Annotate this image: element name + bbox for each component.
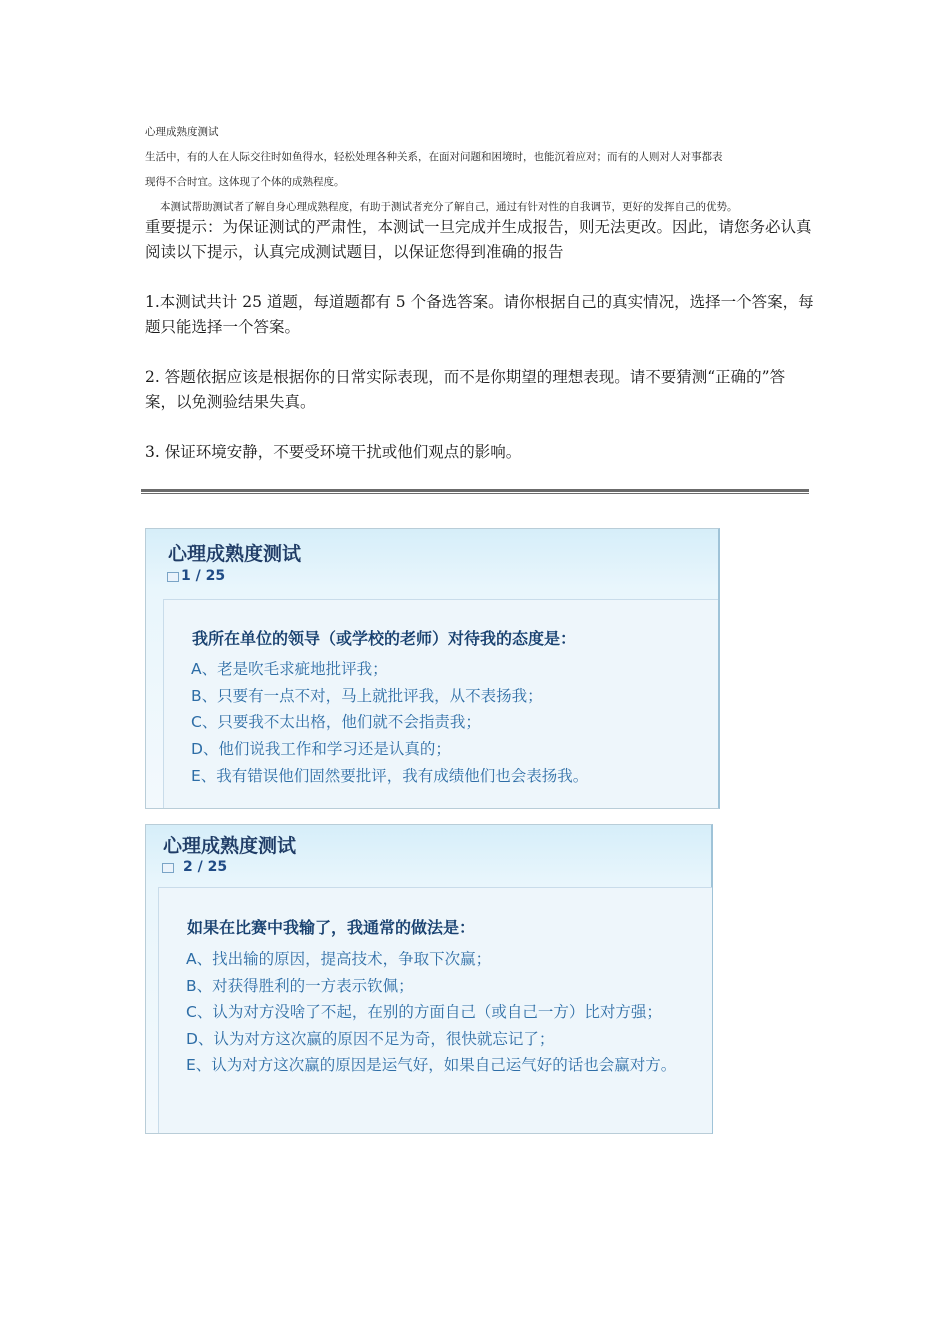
question-card-2 [145,824,713,1134]
option-b[interactable]: B、只要有一点不对，马上就批评我，从不表扬我； [191,687,543,705]
option-e[interactable]: E、认为对方这次赢的原因是运气好，如果自己运气好的话也会赢对方。 [186,1056,677,1074]
tip-1: 1.本测试共计 25 道题，每道题都有 5 个备选答案。请你根据自己的真实情况，选择一个答案，每题只能选择一个答案。 [145,293,814,336]
question-panel [163,599,718,808]
card-title: 心理成熟度测试 [168,543,302,565]
progress-indicator: 2 / 25 [183,859,228,875]
progress-icon [167,572,179,582]
question-text: 我所在单位的领导（或学校的老师）对待我的态度是： [192,629,577,648]
option-e[interactable]: E、我有错误他们固然要批评，我有成绩他们也会表扬我。 [191,767,589,785]
important-notice: 重要提示：为保证测试的严肃性，本测试一旦完成并生成报告，则无法更改。因此，请您务必认真阅读以下提示，认真完成测试题目，以保证您得到准确的报告 [145,218,812,261]
intro-line-3: 本测试帮助测试者了解自身心理成熟程度，有助于测试者充分了解自己，通过有针对性的自我调节，更好的发挥自己的优势。 [160,201,738,213]
intro-line-1: 生活中，有的人在人际交往时如鱼得水，轻松处理各种关系，在面对问题和困境时，也能沉着应对；而有的人则对人对事都表 [145,151,723,163]
option-d[interactable]: D、他们说我工作和学习还是认真的； [191,740,451,758]
option-d[interactable]: D、认为对方这次赢的原因不足为奇，很快就忘记了； [186,1030,555,1048]
card-title: 心理成熟度测试 [163,835,297,857]
tip-2: 2. 答题依据应该是根据你的日常实际表现，而不是你期望的理想表现。请不要猜测“正确的”答案，以免测验结果失真。 [145,368,786,411]
divider-line [141,489,809,492]
option-c[interactable]: C、认为对方没啥了不起，在别的方面自己（或自己一方）比对方强； [186,1003,662,1021]
tip-3: 3. 保证环境安静，不要受环境干扰或他们观点的影响。 [145,443,522,461]
intro-line-2: 现得不合时宜。这体现了个体的成熟程度。 [145,176,345,188]
option-b[interactable]: B、对获得胜利的一方表示钦佩； [186,977,414,995]
doc-title: 心理成熟度测试 [145,126,219,138]
option-a[interactable]: A、老是吹毛求疵地批评我； [191,660,388,678]
option-c[interactable]: C、只要我不太出格，他们就不会指责我； [191,713,481,731]
question-text: 如果在比赛中我输了，我通常的做法是： [187,918,476,937]
question-card-1 [145,528,720,809]
question-panel [158,887,712,1133]
option-a[interactable]: A、找出输的原因，提高技术，争取下次赢； [186,950,492,968]
progress-icon [162,863,174,873]
divider-line-thin [141,493,809,494]
progress-indicator: 1 / 25 [181,568,226,584]
